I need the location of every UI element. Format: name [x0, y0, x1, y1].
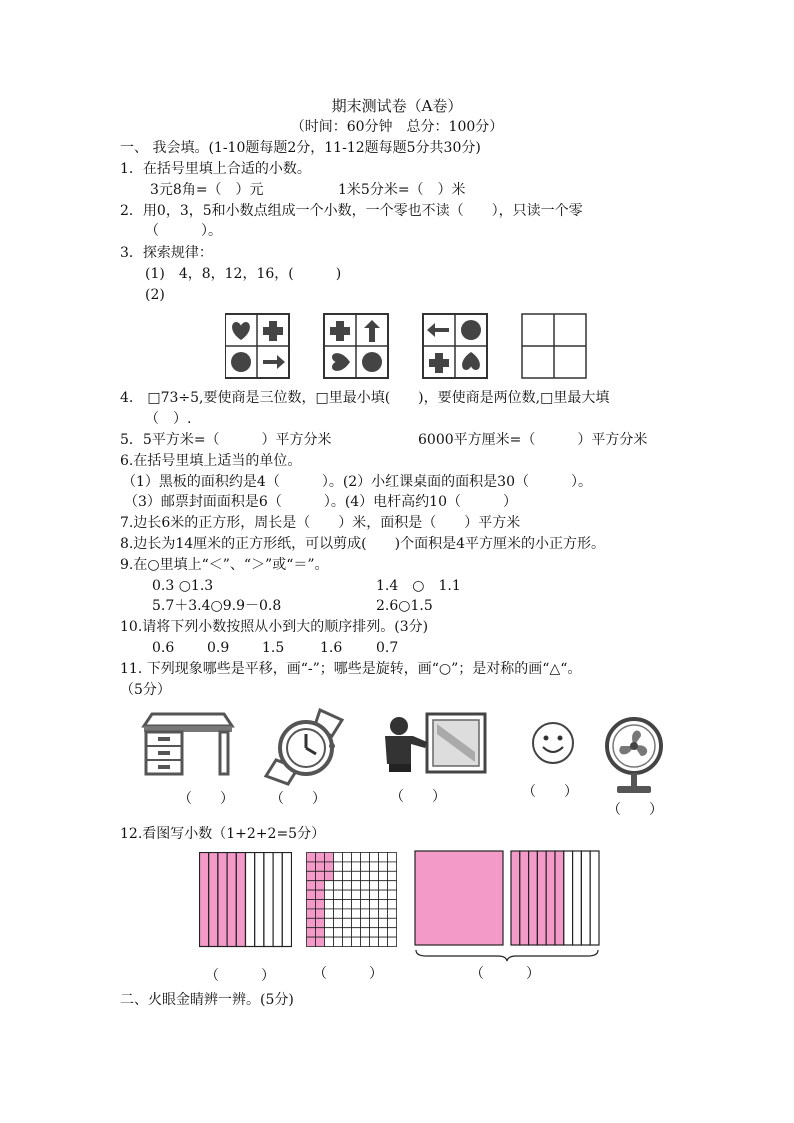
q1-b: 1米5分米=（ ）米 [338, 182, 466, 198]
tenth-strip [218, 853, 227, 947]
hundredth-cell [388, 862, 397, 871]
hundredth-cell [325, 928, 334, 937]
tenth-strip [529, 851, 538, 945]
tenth-strip [546, 851, 555, 945]
hundredth-cell [379, 890, 388, 899]
hundredth-cell [334, 871, 343, 880]
q9-c: 5.7＋3.4○9.9－0.8 [152, 598, 282, 614]
watch-icon [262, 706, 356, 786]
hundredth-cell [370, 890, 379, 899]
hundredth-cell [361, 871, 370, 880]
hundredth-cell [388, 918, 397, 927]
q12-blank: （ ） [205, 968, 275, 984]
tenth-strip [255, 853, 264, 947]
section2-heading: 二、火眼金睛辨一辨。(5分) [120, 992, 294, 1008]
pattern-box-answer [522, 314, 586, 378]
circle-icon [362, 352, 382, 372]
q3-p1: (1) 4，8，12，16，( ) [145, 266, 342, 282]
hundredth-cell [388, 890, 397, 899]
hundredth-cell [379, 871, 388, 880]
hundredth-cell [361, 928, 370, 937]
hundredth-cell [352, 928, 361, 937]
hundredth-cell [325, 853, 334, 862]
hundredth-cell [316, 881, 325, 890]
q12-blank: （ ） [470, 966, 540, 982]
circle-icon [231, 352, 251, 372]
whole-square [415, 851, 503, 945]
hundredth-cell [370, 862, 379, 871]
tenth-strip [573, 851, 582, 945]
hundredth-cell [307, 900, 316, 909]
q10-num: 1.5 [262, 640, 285, 656]
q11-blank: （ ） [270, 791, 326, 807]
hundredth-cell [361, 918, 370, 927]
hundredth-cell [379, 909, 388, 918]
hundredth-cell [379, 918, 388, 927]
hundredth-cell [352, 900, 361, 909]
page-subtitle: （时间：60分钟 总分：100分） [290, 119, 504, 135]
q11-line1: 11. 下列现象哪些是平移，画“-”；哪些是旋转，画“○”；是对称的画“△“。 [120, 661, 582, 677]
q5-b: 6000平方厘米=（ ）平方分米 [418, 432, 648, 448]
hundredth-cell [379, 928, 388, 937]
hundredth-cell [361, 881, 370, 890]
hundredth-cell [325, 871, 334, 880]
hundredth-cell [388, 881, 397, 890]
hundredth-cell [388, 909, 397, 918]
hundredth-cell [325, 918, 334, 927]
pattern-figure [225, 312, 587, 380]
tenth-strip [282, 853, 291, 947]
hundredth-cell [370, 909, 379, 918]
hundredth-cell [325, 881, 334, 890]
smiley-icon [528, 718, 578, 768]
tenth-strip [555, 851, 564, 945]
q9-a: 0.3 ○1.3 [152, 578, 214, 594]
brace [416, 950, 598, 961]
hundredth-cell [316, 937, 325, 946]
page-title: 期末测试卷（A卷） [331, 97, 463, 115]
hundredth-cell [343, 871, 352, 880]
q10-num: 1.6 [320, 640, 343, 656]
q6-text: 6.在括号里填上适当的单位。 [120, 453, 302, 469]
hundredth-cell [370, 871, 379, 880]
hundredth-cell [316, 853, 325, 862]
tenth-strip [209, 853, 218, 947]
q11-blank: （ ） [607, 802, 663, 818]
hundredth-cell [352, 853, 361, 862]
tenth-strip [227, 853, 236, 947]
hundredth-cell [370, 937, 379, 946]
q10-text: 10.请将下列小数按照从小到大的顺序排列。(3分) [120, 619, 429, 635]
hundredth-cell [370, 881, 379, 890]
q9-b: 1.4 ○ 1.1 [376, 578, 461, 594]
q8-text: 8.边长为14厘米的正方形纸，可以剪成( )个面积是4平方厘米的小正方形。 [120, 536, 606, 552]
desk-icon [140, 710, 236, 776]
hundredth-cell [343, 928, 352, 937]
hundredth-cell [379, 900, 388, 909]
tenth-strip [581, 851, 590, 945]
hundredth-cell [352, 937, 361, 946]
hundredth-cell [388, 937, 397, 946]
q6-line1: （1）黑板的面积约是4（ ）。(2）小红课桌面的面积是30（ ）。 [122, 474, 592, 490]
hundredth-cell [334, 900, 343, 909]
hundredth-cell [388, 871, 397, 880]
hundredth-cell [334, 862, 343, 871]
hundredth-cell [352, 890, 361, 899]
hundredth-cell [316, 918, 325, 927]
hundredth-cell [316, 871, 325, 880]
q9-text: 9.在○里填上“＜”、“＞”或“＝”。 [120, 557, 329, 573]
q11-blank: （ ） [178, 791, 234, 807]
q4-line2: （ ）. [145, 411, 192, 427]
tenth-strip [246, 853, 255, 947]
q7-text: 7.边长6米的正方形，周长是（ ）米，面积是（ ）平方米 [120, 515, 521, 531]
hundredth-cell [325, 890, 334, 899]
q12-text: 12.看图写小数（1+2+2=5分） [120, 826, 326, 842]
q2-line2: （ ）。 [145, 223, 222, 239]
q10-num: 0.6 [152, 640, 175, 656]
hundredth-cell [370, 900, 379, 909]
hundredth-cell [316, 862, 325, 871]
q3-text: 3．探索规律： [120, 245, 213, 261]
hundredth-cell [343, 853, 352, 862]
hundredth-cell [334, 853, 343, 862]
hundredth-cell [379, 862, 388, 871]
q1-text: 1．在括号里填上合适的小数。 [120, 161, 311, 177]
q11-blank: （ ） [390, 789, 446, 805]
hundredth-cell [352, 881, 361, 890]
pattern-box-2 [324, 314, 388, 378]
hundredth-cell [379, 853, 388, 862]
hundredth-cell [325, 900, 334, 909]
hundredth-cell [361, 862, 370, 871]
tenth-strip [564, 851, 573, 945]
q6-line2: （3）邮票封面面积是6（ ）。(4）电杆高约10（ ） [124, 494, 517, 510]
hundredth-cell [352, 862, 361, 871]
q11-blank: （ ） [522, 784, 578, 800]
pattern-box-3 [423, 314, 487, 378]
hundredth-cell [325, 862, 334, 871]
hundredth-cell [316, 890, 325, 899]
tenth-strip [200, 853, 209, 947]
hundredth-cell [352, 918, 361, 927]
hundredth-cell [370, 853, 379, 862]
q4-line1: 4. □73÷5,要使商是三位数，□里最小填( )，要使商是两位数,□里最大填 [120, 390, 610, 406]
hundredth-cell [343, 890, 352, 899]
tenth-strip [520, 851, 529, 945]
q9-d: 2.6○1.5 [376, 598, 433, 614]
decimal-figure-mixed [414, 850, 600, 962]
hundredth-cell [379, 937, 388, 946]
hundredth-cell [343, 881, 352, 890]
hundredth-cell [343, 918, 352, 927]
hundredth-cell [370, 928, 379, 937]
hundredth-cell [307, 909, 316, 918]
hundredth-cell [316, 909, 325, 918]
hundredth-cell [388, 853, 397, 862]
hundredth-cell [361, 937, 370, 946]
hundredth-cell [361, 853, 370, 862]
q10-num: 0.9 [207, 640, 230, 656]
q1-a: 3元8角=（ ）元 [150, 182, 264, 198]
decimal-figure-tenths [199, 852, 292, 948]
hundredth-cell [379, 881, 388, 890]
q12-blank: （ ） [313, 966, 383, 982]
decimal-figure-hundredths [306, 852, 398, 948]
hundredth-cell [325, 937, 334, 946]
hundredth-cell [307, 928, 316, 937]
hundredth-cell [307, 871, 316, 880]
hundredth-cell [352, 909, 361, 918]
hundredth-cell [334, 890, 343, 899]
hundredth-cell [307, 862, 316, 871]
hundredth-cell [370, 918, 379, 927]
hundredth-cell [343, 900, 352, 909]
hundredth-cell [325, 909, 334, 918]
q5-a: 5．5平方米=（ ）平方分米 [120, 432, 332, 448]
tenth-strip [264, 853, 273, 947]
section1-heading: 一、 我会填。(1-10题每题2分，11-12题每题5分共30分) [120, 140, 481, 156]
hundredth-cell [334, 928, 343, 937]
hundredth-cell [352, 871, 361, 880]
hundredth-cell [307, 890, 316, 899]
pattern-box-1 [225, 314, 289, 378]
circle-icon [461, 320, 481, 340]
tenth-strip [537, 851, 546, 945]
q11-line2: （5分） [120, 682, 171, 698]
hundredth-cell [343, 862, 352, 871]
q2-line1: 2．用0，3，5和小数点组成一个小数，一个零也不读（ ），只读一个零 [120, 203, 583, 219]
q3-p2: (2) [145, 287, 165, 303]
q10-num: 0.7 [376, 640, 399, 656]
hundredth-cell [316, 900, 325, 909]
hundredth-cell [388, 928, 397, 937]
tenth-strip [590, 851, 599, 945]
hundredth-cell [334, 937, 343, 946]
hundredth-cell [361, 890, 370, 899]
hundredth-cell [343, 909, 352, 918]
hundredth-cell [361, 909, 370, 918]
tenth-strip [273, 853, 282, 947]
hundredth-cell [388, 900, 397, 909]
hundredth-cell [361, 900, 370, 909]
hundredth-cell [334, 881, 343, 890]
hundredth-cell [307, 918, 316, 927]
hundredth-cell [307, 853, 316, 862]
hundredth-cell [307, 881, 316, 890]
tenth-strip [511, 851, 520, 945]
hundredth-cell [307, 937, 316, 946]
tenth-strip [236, 853, 245, 947]
window-push-icon [377, 712, 487, 774]
hundredth-cell [334, 918, 343, 927]
hundredth-cell [343, 937, 352, 946]
hundredth-cell [334, 909, 343, 918]
electric-fan-icon [603, 716, 665, 796]
hundredth-cell [316, 928, 325, 937]
